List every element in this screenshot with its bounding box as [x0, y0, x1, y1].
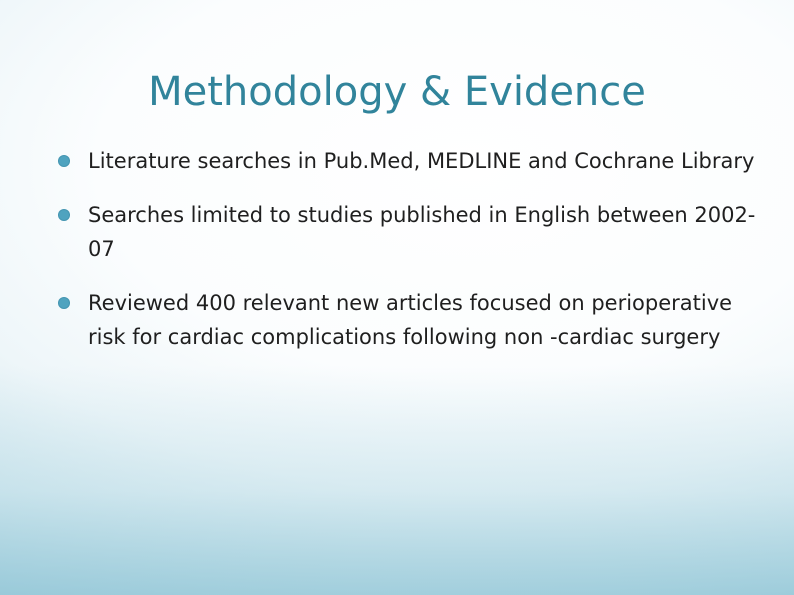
- bullet-text: Reviewed 400 relevant new articles focused on perioperative risk for cardiac complications following non -cardiac surgery: [88, 291, 733, 349]
- bullet-dot-icon: [58, 209, 70, 221]
- bullet-item-reviewed-articles: [58, 286, 763, 354]
- bullet-list: [58, 144, 763, 374]
- bullet-dot-icon: [58, 297, 70, 309]
- bullet-item-search-limits: [58, 198, 763, 266]
- bullet-text: Literature searches in Pub.Med, MEDLINE and Cochrane Library: [88, 149, 755, 173]
- bullet-item-literature-searches: [58, 144, 763, 178]
- bullet-dot-icon: [58, 155, 70, 167]
- bullet-text: Searches limited to studies published in English between 2002-07: [88, 203, 756, 261]
- slide-title: Methodology & Evidence: [148, 69, 646, 115]
